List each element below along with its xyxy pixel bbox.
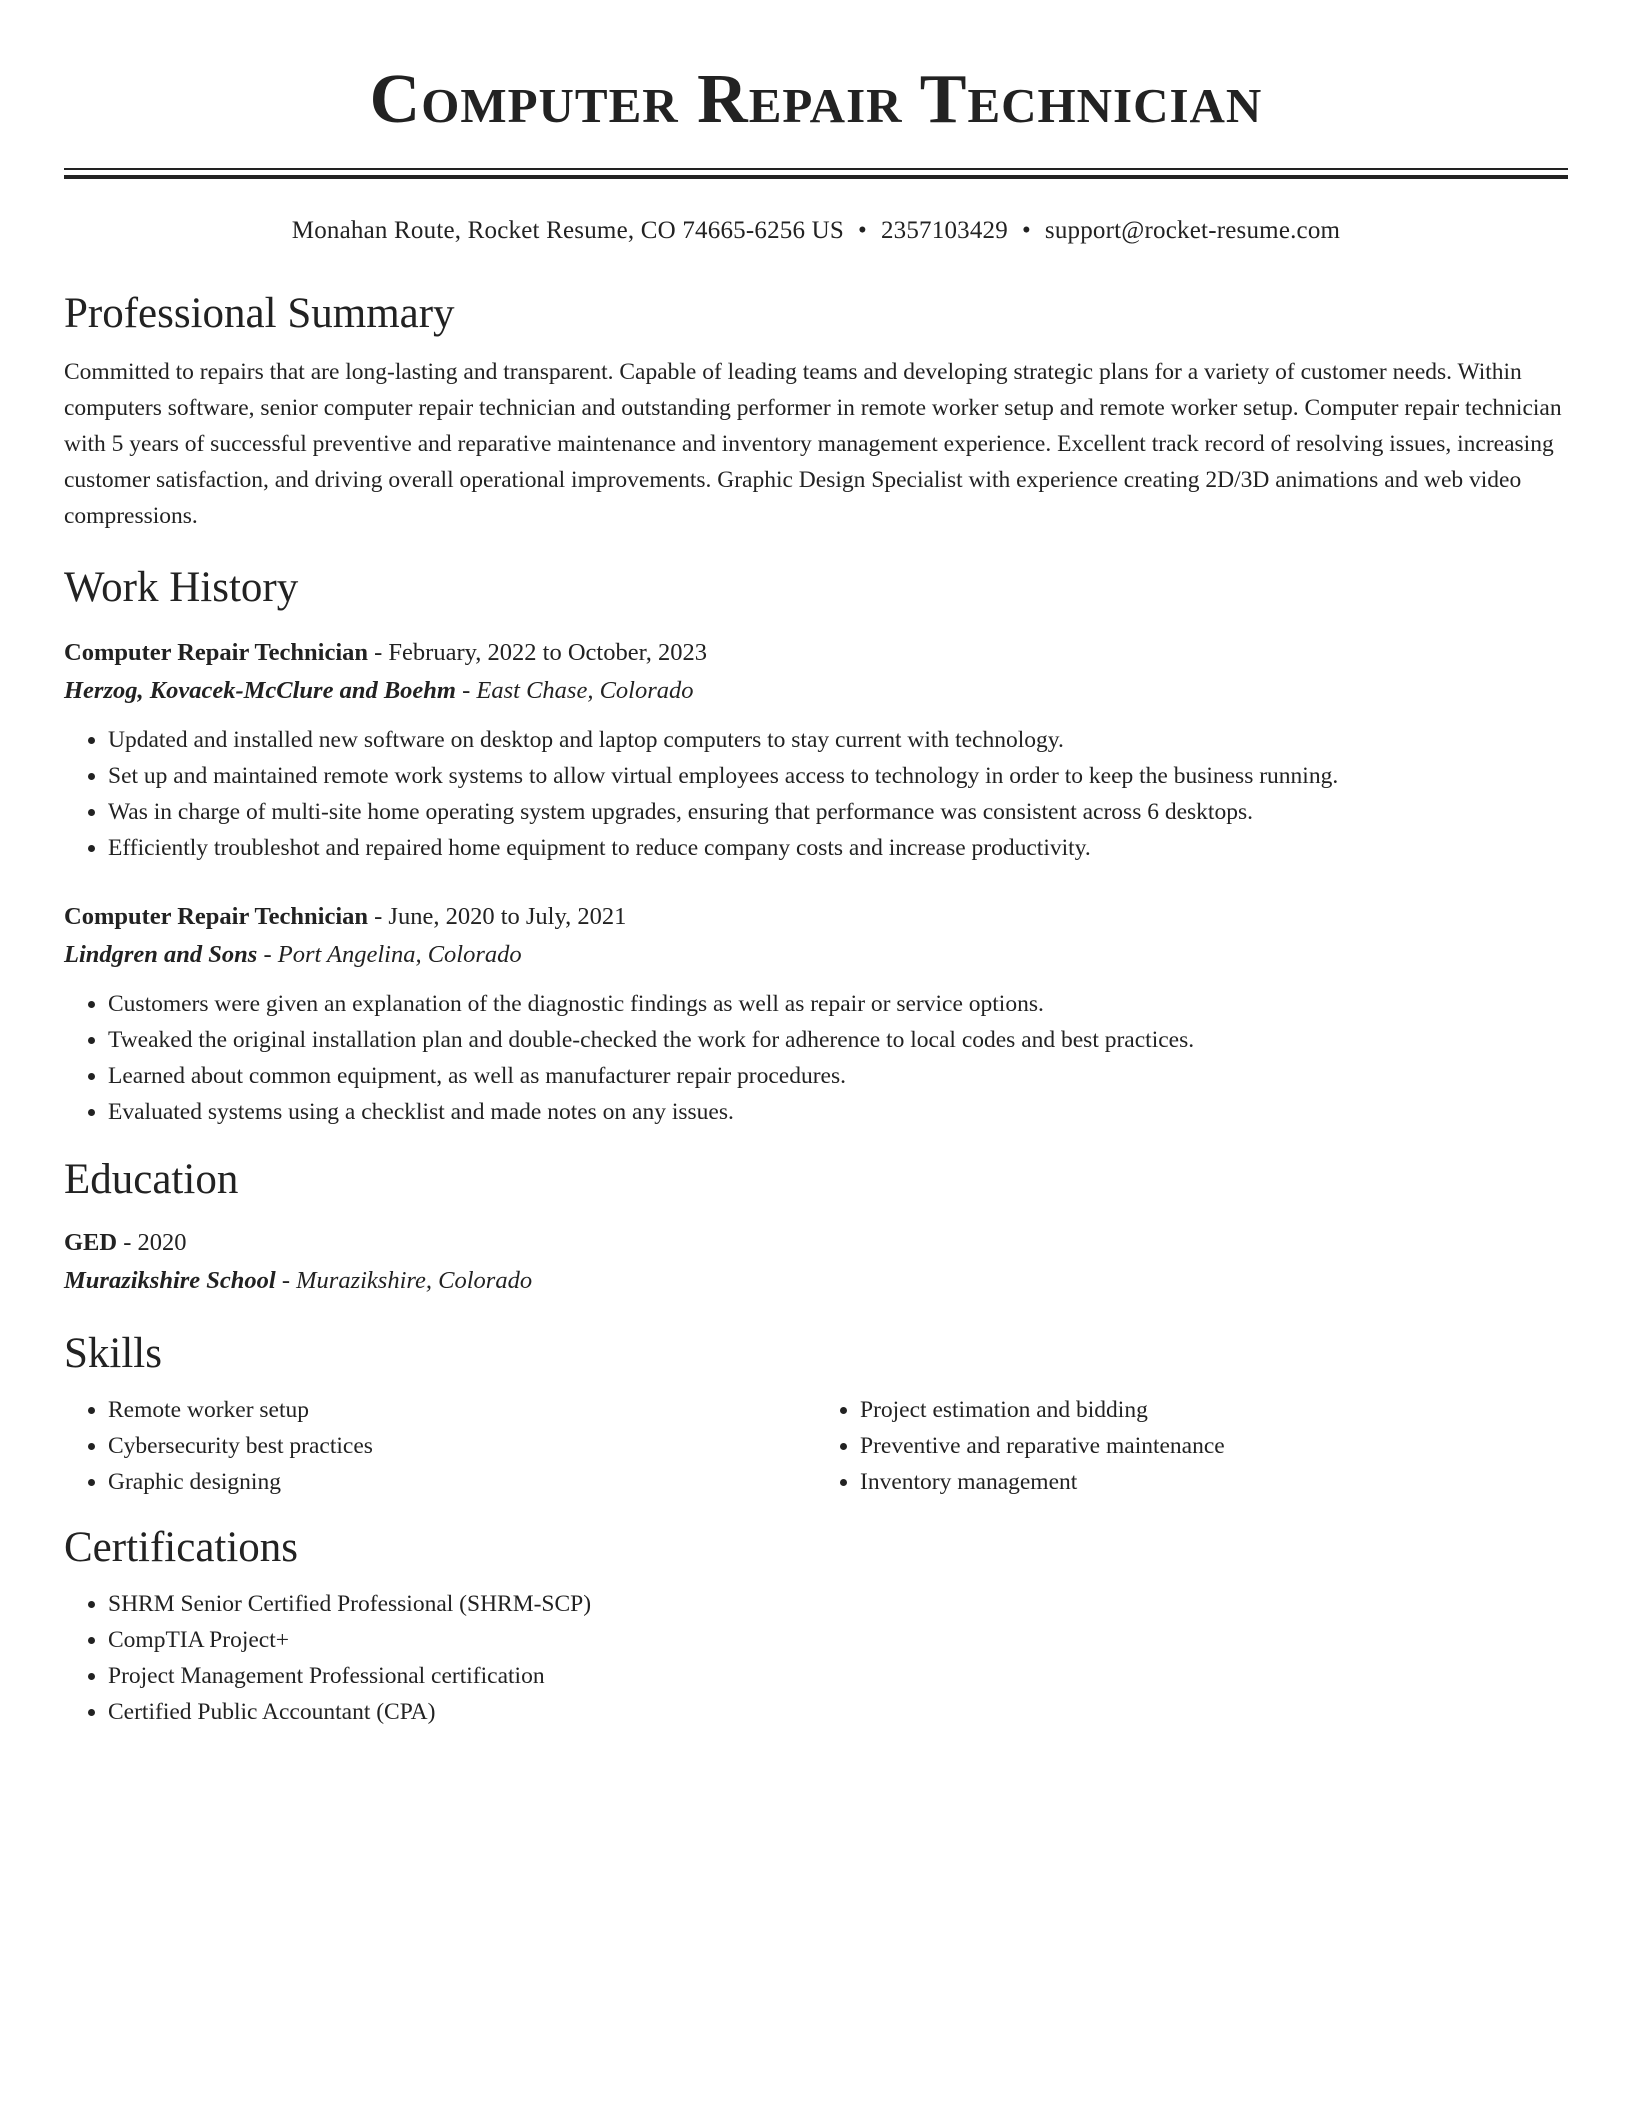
section-title-skills: Skills (64, 1330, 162, 1377)
job-role: Computer Repair Technician (64, 639, 369, 666)
job-location: - East Chase, Colorado (456, 677, 694, 704)
job-entry (64, 898, 1568, 1130)
job-bullet: • Set up and maintained remote work systems to allow virtual employees access to technology in order to keep the business running. (108, 758, 1568, 794)
job-company-line (64, 672, 1568, 710)
job-entry (64, 634, 1568, 866)
job-bullet-list (64, 986, 1568, 1130)
education-degree: GED (64, 1229, 118, 1256)
education-year: - 2020 (117, 1229, 187, 1256)
job-company: Lindgren and Sons (64, 941, 258, 968)
job-heading (64, 898, 1568, 936)
certification-item: • CompTIA Project+ (108, 1622, 1568, 1658)
contact-line (0, 214, 1632, 248)
job-dates: - February, 2022 to October, 2023 (368, 639, 708, 666)
skill-item: • Inventory management (860, 1464, 1568, 1500)
education-school-line (64, 1262, 1568, 1300)
skills-column-right (816, 1392, 1568, 1500)
job-location: - Port Angelina, Colorado (257, 941, 522, 968)
job-bullet: • Customers were given an explanation of the diagnostic findings as well as repair or service options. (108, 986, 1568, 1022)
section-title-education: Education (64, 1156, 239, 1203)
education-entry (64, 1224, 1568, 1300)
contact-email: support@rocket-resume.com (1044, 217, 1341, 244)
job-bullet: • Learned about common equipment, as well as manufacturer repair procedures. (108, 1058, 1568, 1094)
education-heading (64, 1224, 1568, 1262)
skills-grid (64, 1392, 1568, 1500)
skill-item: • Remote worker setup (108, 1392, 816, 1428)
resume-name-title: Computer Repair Technician (369, 61, 1263, 138)
job-dates: - June, 2020 to July, 2021 (368, 903, 627, 930)
job-bullet-list (64, 722, 1568, 866)
job-heading (64, 634, 1568, 672)
skills-column-left (64, 1392, 816, 1500)
job-bullet: • Efficiently troubleshot and repaired home equipment to reduce company costs and increase productivity. (108, 830, 1568, 866)
education-school: Murazikshire School (64, 1267, 276, 1294)
skill-item: • Preventive and reparative maintenance (860, 1428, 1568, 1464)
job-bullet: • Tweaked the original installation plan and double-checked the work for adherence to local codes and best practices. (108, 1022, 1568, 1058)
resume-content (64, 288, 1568, 1730)
certification-item: • Project Management Professional certification (108, 1658, 1568, 1694)
contact-phone: 2357103429 (880, 217, 1008, 244)
certifications-list (64, 1586, 1568, 1730)
job-bullet: • Was in charge of multi-site home operating system upgrades, ensuring that performance was consistent across 6 desktops. (108, 794, 1568, 830)
job-company-line (64, 936, 1568, 974)
job-bullet: • Evaluated systems using a checklist and made notes on any issues. (108, 1094, 1568, 1130)
skill-item: • Graphic designing (108, 1464, 816, 1500)
job-company: Herzog, Kovacek-McClure and Boehm (64, 677, 456, 704)
certification-item: • SHRM Senior Certified Professional (SHRM-SCP) (108, 1586, 1568, 1622)
section-title-work-history: Work History (64, 564, 299, 611)
contact-separator: • (1021, 217, 1031, 244)
summary-text: Committed to repairs that are long-lasting and transparent. Capable of leading teams and developing strategic plans for a variety of customer needs. Within computers software, senior computer repair technician and outstanding performer in remote worker setup and remote worker setup. Computer repair technician with 5 years of successful preventive and reparative maintenance and inventory management experience. Excellent track record of resolving issues, increasing customer satisfaction, and driving overall operational improvements. Graphic Design Specialist with experience creating 2D/3D animations and web video compressions. (64, 359, 1562, 529)
skill-item: • Cybersecurity best practices (108, 1428, 816, 1464)
skill-item: • Project estimation and bidding (860, 1392, 1568, 1428)
header-divider-thick (64, 175, 1568, 179)
header-divider-thin (64, 168, 1568, 170)
contact-separator: • (858, 217, 867, 244)
job-role: Computer Repair Technician (64, 903, 369, 930)
education-location: - Murazikshire, Colorado (275, 1267, 533, 1294)
contact-address: Monahan Route, Rocket Resume, CO 74665-6256 US (291, 217, 844, 244)
job-bullet: • Updated and installed new software on desktop and laptop computers to stay current with technology. (108, 722, 1568, 758)
section-title-certifications: Certifications (64, 1524, 299, 1571)
section-title-summary: Professional Summary (64, 290, 455, 337)
certification-item: • Certified Public Accountant (CPA) (108, 1694, 1568, 1730)
